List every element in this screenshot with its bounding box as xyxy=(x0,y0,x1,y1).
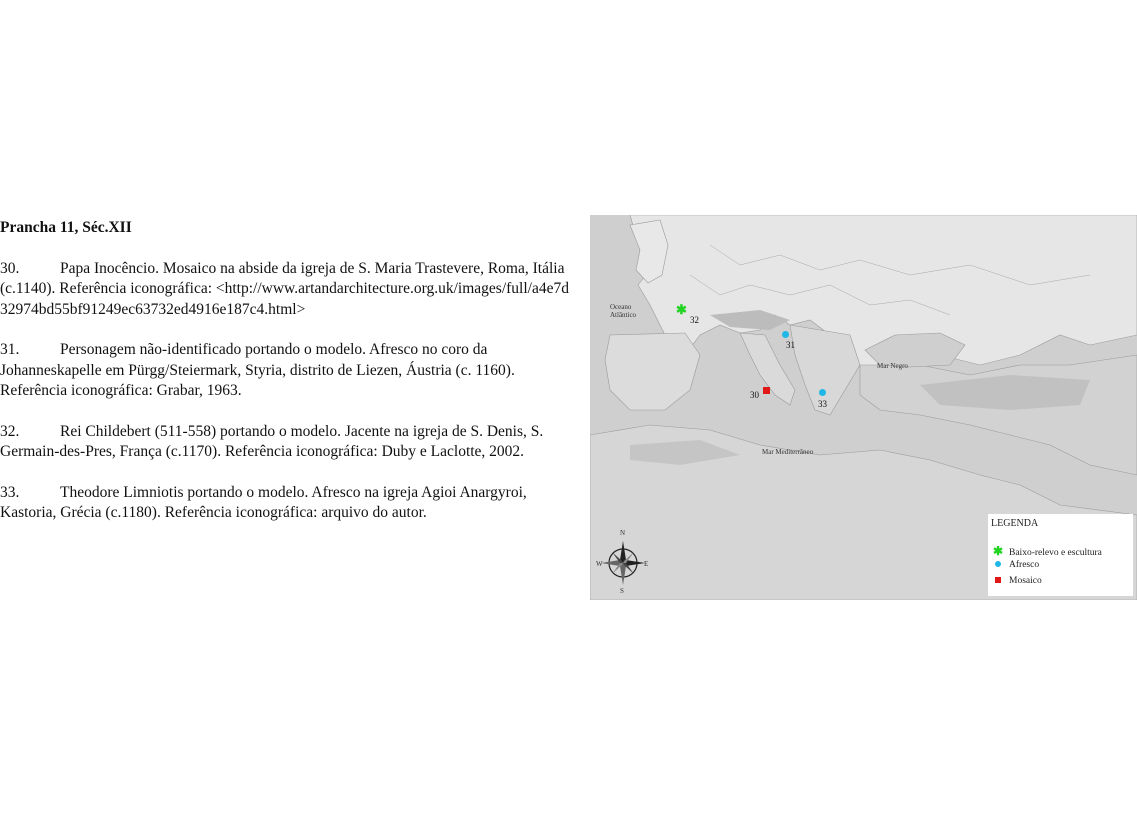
marker-label-31: 31 xyxy=(786,340,795,350)
legend-item-mosaic xyxy=(993,576,1042,586)
entry-text: Theodore Limniotis portando o modelo. Afresco na igreja Agioi Anargyroi, Kastoria, Grécia (c.1180). Referência iconográfica: arquivo do autor. xyxy=(0,483,527,521)
plate-text xyxy=(0,218,572,544)
europe-map xyxy=(590,215,1137,600)
label-black-sea: Mar Negro xyxy=(877,362,908,370)
compass-rose-icon xyxy=(598,525,648,595)
star-icon: ✱ xyxy=(993,544,1004,558)
marker-label-33: 33 xyxy=(818,399,827,409)
entry-number: 31. xyxy=(0,341,20,358)
legend-item-fresco xyxy=(993,560,1039,570)
compass-e: E xyxy=(644,560,649,568)
marker-31-dot-icon xyxy=(782,331,789,338)
legend-label: Mosaico xyxy=(1009,576,1042,586)
square-icon xyxy=(995,577,1001,583)
marker-label-30: 30 xyxy=(750,390,759,400)
legend-title: LEGENDA xyxy=(991,518,1039,529)
marker-33-dot-icon xyxy=(819,389,826,396)
plate-heading: Prancha 11, Séc.XII xyxy=(0,219,132,236)
entry-text: Papa Inocêncio. Mosaico na abside da igreja de S. Maria Trastevere, Roma, Itália (c.1140). Referência iconográfica: <http://www.artandarchitecture.org.uk/images/full/a4e7d32974bd55bf91249ec63732ed4916e187c4.html> xyxy=(0,259,569,318)
entry-number: 32. xyxy=(0,422,20,440)
compass-w: W xyxy=(596,560,603,568)
label-atlantic: Oceano Atlântico xyxy=(610,303,637,319)
marker-30-square-icon xyxy=(763,387,770,394)
entry-text: Rei Childebert (511-558) portando o modelo. Jacente na igreja de S. Denis, S. Germain-des-Pres, França (c.1170). Referência iconográfica: Duby e Laclotte, 2002. xyxy=(0,422,544,460)
legend-label: Baixo-relevo e escultura xyxy=(1009,548,1102,558)
compass-s: S xyxy=(620,587,624,595)
marker-32-star-icon: ✱ xyxy=(676,302,687,317)
marker-label-32: 32 xyxy=(690,315,699,325)
legend-label: Afresco xyxy=(1009,560,1040,570)
entry-33 xyxy=(0,483,572,524)
legend-item-relief xyxy=(993,544,1102,559)
entry-31 xyxy=(0,340,572,402)
entry-number: 30. xyxy=(0,259,20,277)
label-mediterranean: Mar Mediterrâneo xyxy=(762,448,814,456)
entry-number: 33. xyxy=(0,483,20,501)
dot-icon xyxy=(995,561,1001,567)
entry-32 xyxy=(0,422,572,463)
compass-n: N xyxy=(620,529,626,537)
entry-30 xyxy=(0,259,572,321)
entry-text: Personagem não-identificado portando o modelo. Afresco no coro da Johanneskapelle em Pürgg/Steiermark, Styria, distrito de Liezen, Áustria (c. 1160). Referência iconográfica: Grabar, 1963. xyxy=(0,341,515,399)
map-legend xyxy=(988,514,1133,596)
